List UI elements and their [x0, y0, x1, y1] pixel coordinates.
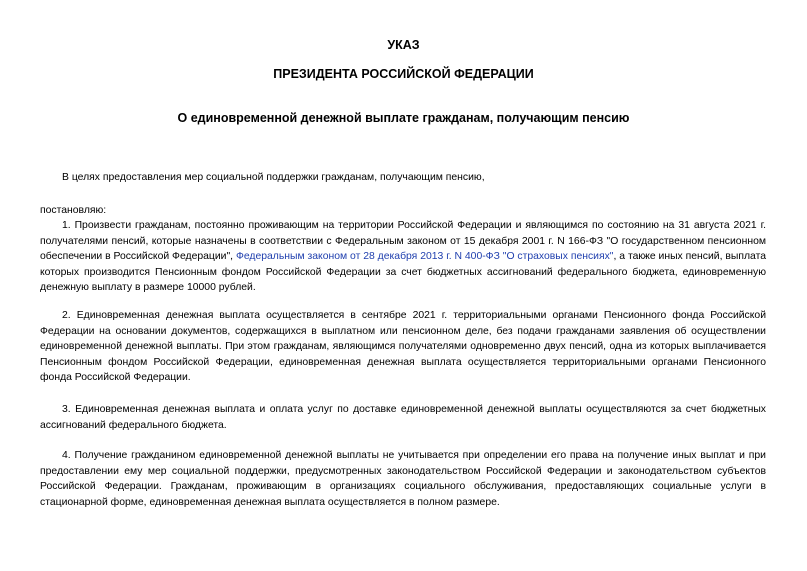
intro-paragraph: В целях предоставления мер социальной поддержки гражданам, получающим пенсию, — [62, 172, 485, 183]
paragraph-1 — [40, 218, 766, 296]
document-subject: О единовременной денежной выплате гражданам, получающим пенсию — [177, 111, 630, 125]
paragraph-3: 3. Единовременная денежная выплата и оплата услуг по доставке единовременной денежной выплаты осуществляются за счет бюджетных ассигнований федерального бюджета. — [40, 404, 766, 431]
paragraph-1-text-end: , а также иных пенсий, выплата которых производится Пенсионным фондом Российской Федерации за счет бюджетных ассигнований федерального бюджета, единовременную денежную выплату в размере 10000 рублей. — [40, 251, 767, 294]
paragraph-4: 4. Получение гражданином единовременной денежной выплаты не учитывается при определении его права на получение иных выплат и при предоставлении ему мер социальной поддержки, предусмотренных законодательством Российской Федерации и законодательством субъектов Российской Федерации. Гражданам, проживающим в организациях социального обслуживания, предоставляющих социальные услуги в стационарной форме, единовременная денежная выплата осуществляется в полном размере. — [40, 450, 766, 508]
paragraph-1-text-start: 1. Произвести гражданам, постоянно проживающим на территории Российской Федерации и являющимся по состоянию на 31 августа 2021 г. получателями пенсий, которые назначены в соответствии с Федеральным законом от 15 декабря 2001 г. N 166-ФЗ "О государственном пенсионном обеспечении в Российской Федерации", — [40, 220, 766, 263]
decree-word: постановляю: — [40, 205, 107, 216]
document-title: УКАЗ — [387, 38, 420, 52]
document-issuer: ПРЕЗИДЕНТА РОССИЙСКОЙ ФЕДЕРАЦИИ — [273, 67, 534, 81]
insurance-pensions-link[interactable]: "О страховых пенсиях" — [502, 251, 614, 263]
law-400-fz-link[interactable]: Федеральным законом от 28 декабря 2013 г. N 400-ФЗ — [235, 251, 500, 263]
paragraph-2: 2. Единовременная денежная выплата осуществляется в сентябре 2021 г. территориальными органами Пенсионного фонда Российской Федерации на основании документов, содержащихся в выплатном или пенсионном деле, без подачи гражданами заявления об осуществлении единовременной денежной выплаты. При этом гражданам, являющимся получателями одновременно двух пенсий, одна из которых выплачивается Пенсионным фондом Российской Федерации, единовременная денежная выплата осуществляется территориальными органами Пенсионного фонда Российской Федерации. — [40, 310, 766, 384]
